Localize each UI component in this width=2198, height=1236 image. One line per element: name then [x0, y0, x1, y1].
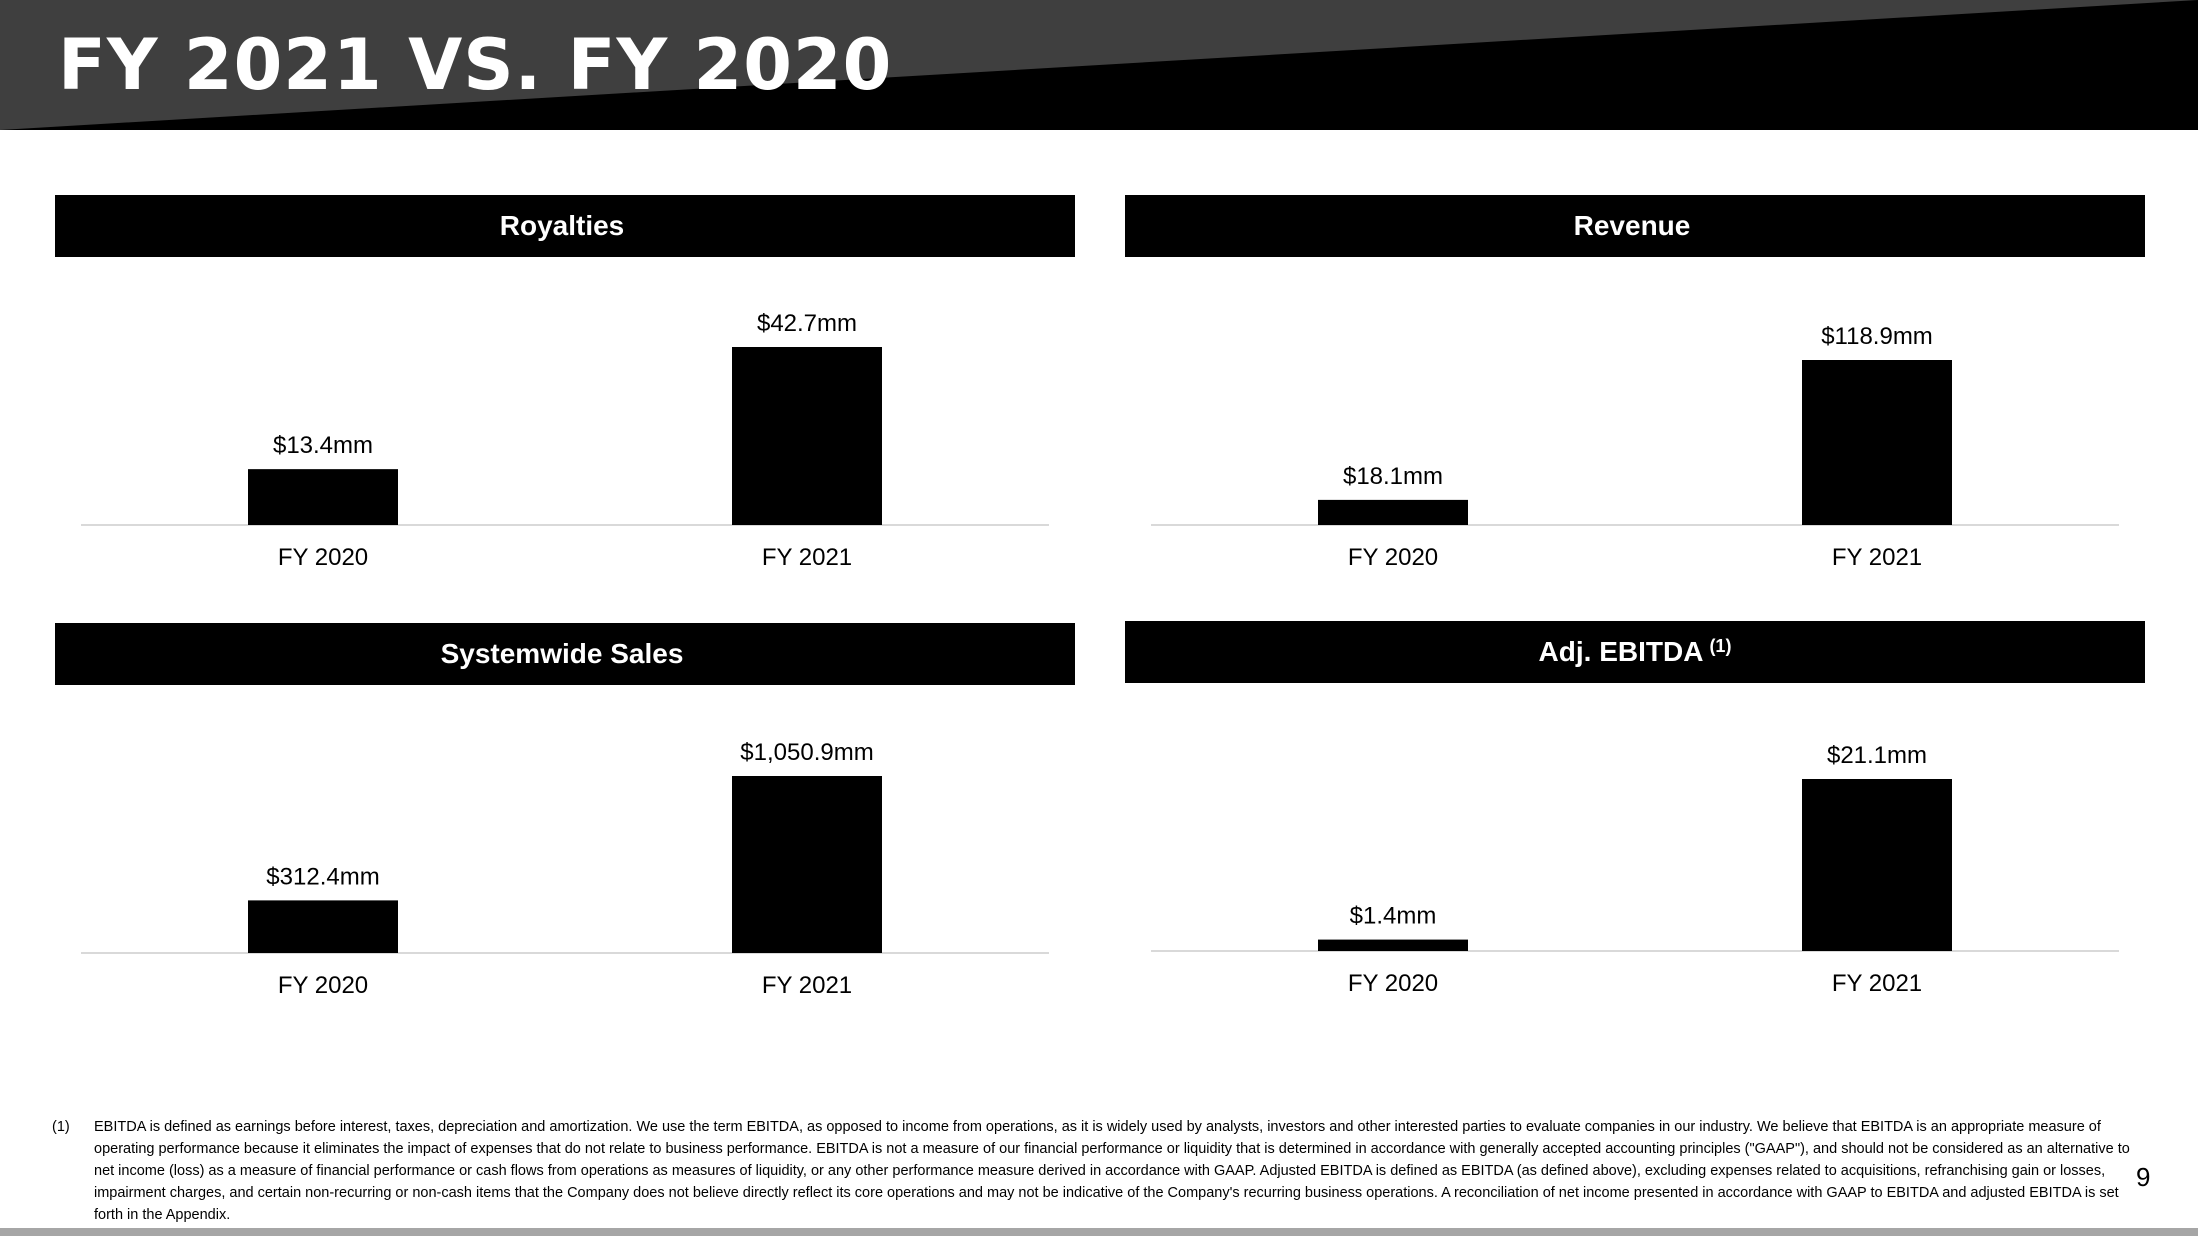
data-label: $42.7mm: [756, 310, 858, 337]
chart-title-bar: [1125, 621, 2145, 683]
page-title: FY 2021 VS. FY 2020: [58, 24, 893, 106]
bottom-rule: [0, 1228, 2198, 1236]
chart-title-bar: [55, 623, 1075, 685]
chart-panel-revenue: [1125, 195, 2145, 595]
x-tick-label: FY 2020: [1347, 970, 1439, 997]
x-tick-label: FY 2021: [761, 544, 853, 571]
bar-fy-2021: [732, 347, 882, 525]
bar-fy-2020: [248, 900, 398, 953]
data-label: $312.4mm: [266, 863, 380, 891]
footnote-marker: (1): [52, 1119, 70, 1135]
bar-fy-2020: [1318, 940, 1468, 951]
data-label: $1.4mm: [1349, 902, 1437, 930]
x-tick-label: FY 2020: [1347, 544, 1439, 571]
chart-title-footnote-ref: (1): [1709, 635, 1732, 656]
chart-panel-adj-ebitda: [1125, 621, 2145, 1021]
bar-fy-2020: [1318, 500, 1468, 525]
header-banner: [0, 0, 2198, 130]
chart-title: Royalties: [499, 210, 625, 241]
x-tick-label: FY 2021: [761, 972, 853, 999]
data-label: $118.9mm: [1821, 323, 1933, 350]
chart-title: Systemwide Sales: [440, 638, 684, 669]
x-tick-label: FY 2021: [1831, 970, 1923, 997]
chart-panel-systemwide-sales: [55, 623, 1075, 1023]
chart-panel-royalties: [55, 195, 1075, 595]
data-label: $21.1mm: [1826, 742, 1928, 769]
chart-royalties: [55, 257, 1075, 587]
data-label: $13.4mm: [272, 432, 374, 460]
chart-adj-ebitda: [1125, 683, 2145, 1013]
chart-title: Adj. EBITDA: [1538, 636, 1704, 667]
bar-fy-2021: [1802, 360, 1952, 525]
x-tick-label: FY 2020: [277, 972, 369, 999]
bar-fy-2021: [1802, 779, 1952, 951]
x-tick-label: FY 2021: [1831, 544, 1923, 571]
bar-fy-2021: [732, 776, 882, 953]
x-tick-label: FY 2020: [277, 544, 369, 571]
chart-title-bar: [1125, 195, 2145, 257]
chart-title-bar: [55, 195, 1075, 257]
footnote-text: EBITDA is defined as earnings before interest, taxes, depreciation and amortization. We use the term EBITDA, as opposed to income from operations, as it is widely used by analysts, investors and other interested parties to evaluate companies in our industry. We believe that EBITDA is an appropriate measure of operating performance because it eliminates the impact of expenses that do not relate to business performance. EBITDA is not a measure of our financial performance or liquidity that is determined in accordance with generally accepted accounting principles ("GAAP"), and should not be considered as an alternative to net income (loss) as a measure of financial performance or cash flows from operations as measures of liquidity, or any other performance measure derived in accordance with GAAP. Adjusted EBITDA is defined as EBITDA (as defined above), excluding expenses related to acquisitions, refranchising gain or losses, impairment charges, and certain non-recurring or non-cash items that the Company does not believe directly reflect its core operations and may not be indicative of the Company's recurring business operations. A reconciliation of net income presented in accordance with GAAP to EBITDA and adjusted EBITDA is set forth in the Appendix.: [94, 1119, 2130, 1223]
chart-systemwide-sales: [55, 685, 1075, 1015]
data-label: $1,050.9mm: [740, 739, 874, 766]
bar-fy-2020: [248, 469, 398, 525]
chart-revenue: [1125, 257, 2145, 587]
page-number: 9: [2136, 1162, 2151, 1192]
chart-title: Revenue: [1573, 210, 1691, 241]
data-label: $18.1mm: [1342, 462, 1444, 490]
